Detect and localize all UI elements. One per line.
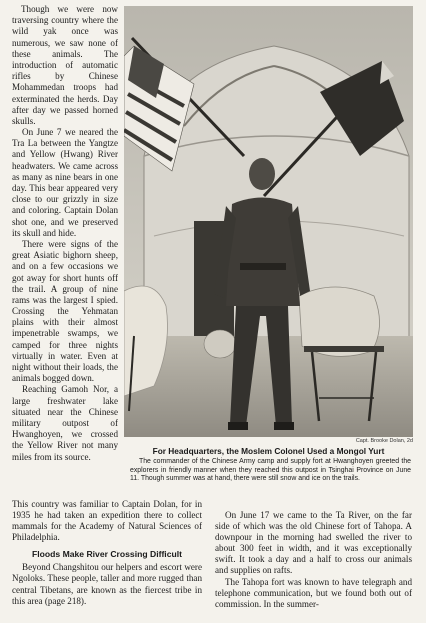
paragraph: Reaching Gamoh Nor, a large freshwater lake situated near the Chinese military outpost of Hwanghoyen, we crossed the Yellow River not many miles from its source. xyxy=(12,384,118,462)
paragraph: There were signs of the great Asiatic bighorn sheep, and on a few occasions we got away for short hunts off the trail. A group of nine rams was the largest I spied. Crossing the Yehmatan plains with their almost impenetrable swamps, we camped for three nights virtually in water. Even at night without their loads, the animals bogged down. xyxy=(12,238,118,384)
photo-caption-body xyxy=(130,458,411,484)
left-column-text xyxy=(12,4,118,470)
paragraph: On June 7 we neared the Tra La between the Yangtze and Yellow (Hwang) River headwaters. We came across as many as nine bears in one day. This bear appeared very close to our grizzly in size and coloring. Captain Dolan shot one, and we preserved its skull and hide. xyxy=(12,127,118,238)
paragraph: Though we were now traversing country where the wild yak once was numerous, we saw none of these animals. The introduction of automatic rifles by Chinese Mohammedan troops had exterminated the herds. Day after day we passed horned skulls. xyxy=(12,4,118,126)
paragraph: The Tahopa fort was known to have telegraph and telephone communication, but we found both out of commission. In the summer- xyxy=(215,576,412,609)
photo-illustration xyxy=(124,6,413,437)
photograph-colonel-yurt xyxy=(124,6,413,437)
bottom-left-column xyxy=(12,499,202,607)
photo-credit: Capt. Brooke Dolan, 2d xyxy=(355,438,413,444)
section-heading: Floods Make River Crossing Difficult xyxy=(32,549,182,560)
paragraph: Beyond Changshitou our helpers and escort were Ngoloks. These people, taller and more rugged than central Tibetans, are known as the fiercest tribe in this area (page 218). xyxy=(12,562,202,606)
paragraph-continuation: This country was familiar to Captain Dolan, for in 1935 he had taken an expedition there to collect mammals for the Academy of Natural Sciences of Philadelphia. xyxy=(12,499,202,543)
paragraph: On June 17 we came to the Ta River, on the far side of which was the old Chinese fort of Tahopa. A downpour in the morning had swelled the river to about 300 feet in width, and it was exceptionally swift. It took a day and a half to cross our animals and supplies on rafts. xyxy=(215,510,412,576)
photo-caption-title: For Headquarters, the Moslem Colonel Used a Mongol Yurt xyxy=(152,446,385,456)
bottom-right-column xyxy=(215,510,412,610)
caption-paragraph: The commander of the Chinese Army camp and supply fort at Hwanghoyen greeted the explorers in friendly manner when they reached this outpost in Tsinghai Province on June 11. Though summer was at hand, there were still snow and ice on the trails. xyxy=(130,458,411,483)
